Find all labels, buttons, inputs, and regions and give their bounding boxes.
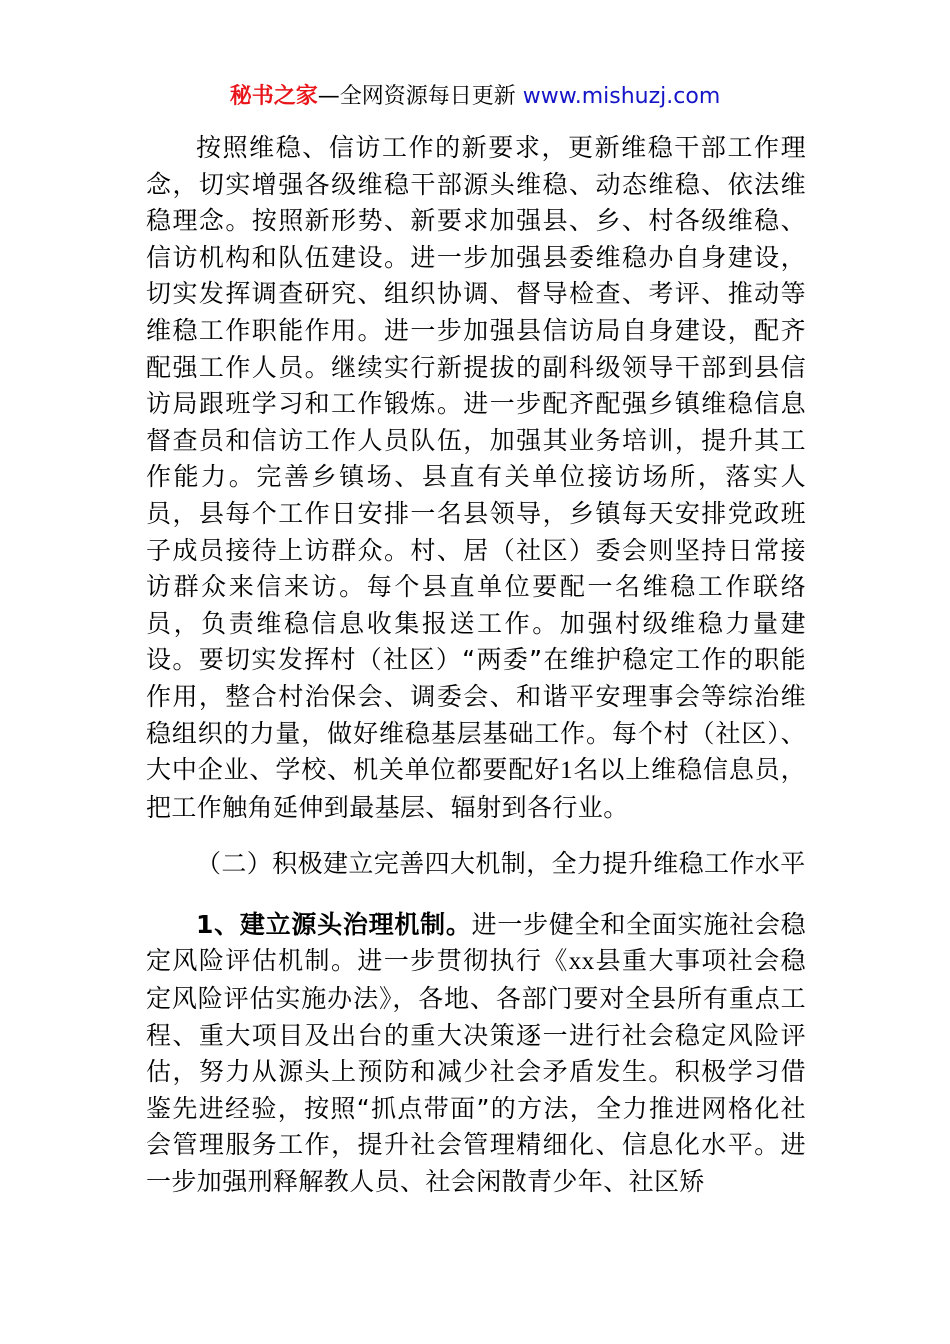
- paragraph-1-number: 1: [560, 757, 574, 785]
- paragraph-3-text-b: 县重大事项社会稳定风险评估实施办法》，各地、各部门要对全县所有重点工程、重大项目及出台的重大决策逐一进行社会稳定风险评估，努力从源头上预防和减少社会矛盾发生。积极学习借鉴先进经验，按照“抓点带面”的方法，全力推进网格化社会管理服务工作，提升社会管理精细化、信息化水平。进一步加强刑释解教人员、社会闲散青少年、社区矫: [146, 946, 807, 1197]
- paragraph-3-text-a: 进一步健全和全面实施社会稳定风险评估机制。进一步贯彻执行《: [146, 909, 807, 976]
- paragraph-1: [146, 130, 806, 826]
- paragraph-3: [146, 907, 806, 1201]
- site-header: [0, 80, 950, 114]
- section-heading: （二）积极建立完善四大机制，全力提升维稳工作水平: [196, 849, 806, 879]
- paragraph-3-placeholder: xx: [568, 948, 595, 976]
- subsection-title: 1、建立源头治理机制。: [196, 909, 472, 939]
- site-tagline: —全网资源每日更新: [317, 84, 523, 109]
- site-url-link[interactable]: www.mishuzj.com: [522, 84, 721, 109]
- paragraph-gap: [146, 826, 806, 846]
- paragraph-gap: [146, 883, 806, 907]
- paragraph-1-text-b: 名以上维稳信息员，把工作触角延伸到最基层、辐射到各行业。: [146, 755, 806, 822]
- site-brand: 秘书之家: [229, 84, 318, 109]
- document-body: [146, 130, 806, 1201]
- paragraph-1-text-a: 按照维稳、信访工作的新要求，更新维稳干部工作理念，切实增强各级维稳干部源头维稳、动态维稳、依法维稳理念。按照新形势、新要求加强县、乡、村各级维稳、信访机构和队伍建设。进一步加强县委维稳办自身建设，切实发挥调查研究、组织协调、督导检查、考评、推动等维稳工作职能作用。进一步加强县信访局自身建设，配齐配强工作人员。继续实行新提拔的副科级领导干部到县信访局跟班学习和工作锻炼。进一步配齐配强乡镇维稳信息督查员和信访工作人员队伍，加强其业务培训，提升其工作能力。完善乡镇场、县直有关单位接访场所，落实人员，县每个工作日安排一名县领导，乡镇每天安排党政班子成员接待上访群众。村、居（社区）委会则坚持日常接访群众来信来访。每个县直单位要配一名维稳工作联络员，负责维稳信息收集报送工作。加强村级维稳力量建设。要切实发挥村（社区）“两委”在维护稳定工作的职能作用，整合村治保会、调委会、和谐平安理事会等综治维稳组织的力量，做好维稳基层基础工作。每个村（社区）、大中企业、学校、机关单位都要配好: [146, 133, 806, 785]
